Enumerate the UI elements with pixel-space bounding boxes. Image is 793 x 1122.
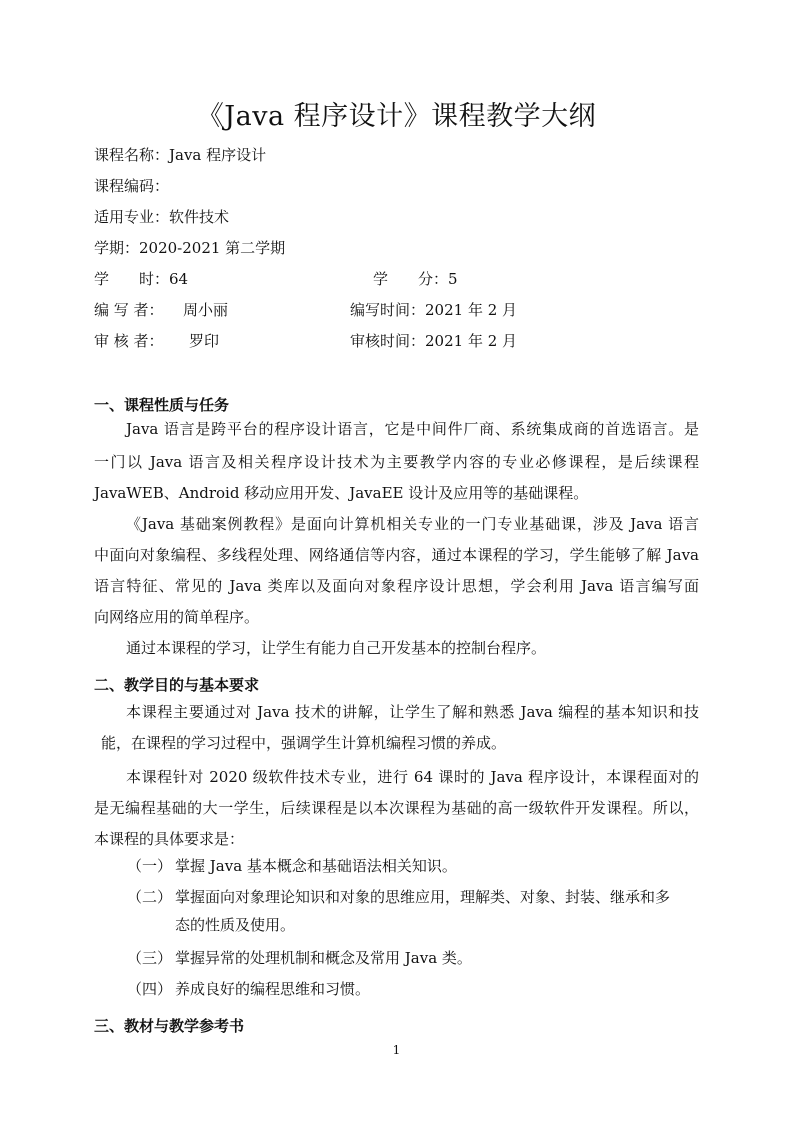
s1-p2-line4: 向网络应用的简单程序。 <box>94 608 260 626</box>
s2-p2-line3: 本课程的具体要求是： <box>94 830 245 848</box>
meta-write-time: 编写时间：2021 年 2 月 <box>350 301 518 319</box>
s1-p2-line2: 中面向对象编程、多线程处理、网络通信等内容，通过本课程的学习，学生能够了解 Java <box>94 546 699 564</box>
document-title: 《Java 程序设计》课程教学大纲 <box>196 101 597 132</box>
s2-p1-line2: 能，在课程的学习过程中，强调学生计算机编程习惯的养成。 <box>101 734 507 752</box>
s1-p1-line1: Java 语言是跨平台的程序设计语言，它是中间件厂商、系统集成商的首选语言。是 <box>126 420 699 438</box>
meta-review-time: 审核时间：2021 年 2 月 <box>350 332 518 350</box>
meta-course-name: 课程名称：Java 程序设计 <box>94 146 267 164</box>
meta-reviewer: 罗印 <box>189 332 220 350</box>
meta-major: 适用专业：软件技术 <box>94 208 230 226</box>
s2-p1-line1: 本课程主要通过对 Java 技术的讲解，让学生了解和熟悉 Java 编程的基本知识和技 <box>126 703 699 721</box>
s1-p2-line3: 语言特征、常见的 Java 类库以及面向对象程序设计思想，学会利用 Java 语言编写面 <box>94 577 699 595</box>
meta-author: 周小丽 <box>183 301 229 319</box>
meta-author-label: 编 写 者： <box>94 301 164 319</box>
list-item-number: （一） <box>127 857 173 875</box>
s1-p1-line2: 一门以 Java 语言及相关程序设计技术为主要教学内容的专业必修课程，是后续课程 <box>94 453 699 471</box>
list-item-text: 掌握异常的处理机制和概念及常用 Java 类。 <box>175 949 472 967</box>
list-item <box>127 887 670 907</box>
list-item-number: （二） <box>127 888 173 906</box>
list-item-text: 掌握 Java 基本概念和基础语法相关知识。 <box>175 857 457 875</box>
meta-hours: 学 时：64 <box>94 270 189 288</box>
s1-p3: 通过本课程的学习，让学生有能力自己开发基本的控制台程序。 <box>126 639 547 657</box>
section-heading-2: 二、教学目的与基本要求 <box>94 676 260 694</box>
list-item-continuation: 态的性质及使用。 <box>175 916 296 934</box>
meta-term: 学期：2020-2021 第二学期 <box>94 239 286 257</box>
s1-p2-line1: 《Java 基础案例教程》是面向计算机相关专业的一门专业基础课，涉及 Java 语言 <box>126 515 699 533</box>
list-item-number: （四） <box>127 980 173 998</box>
s1-p1-line3: JavaWEB、Android 移动应用开发、JavaEE 设计及应用等的基础课程。 <box>94 484 589 502</box>
list-item-number: （三） <box>127 949 173 967</box>
s2-p2-line2: 是无编程基础的大一学生，后续课程是以本次课程为基础的高一级软件开发课程。所以， <box>94 799 699 817</box>
meta-reviewer-label: 审 核 者： <box>94 332 164 350</box>
list-item <box>127 948 472 968</box>
meta-credits: 学 分：5 <box>373 270 458 288</box>
section-heading-1: 一、课程性质与任务 <box>94 396 230 414</box>
list-item-text: 养成良好的编程思维和习惯。 <box>175 980 371 998</box>
s2-p2-line1: 本课程针对 2020 级软件技术专业，进行 64 课时的 Java 程序设计，本课程面对的 <box>126 768 699 786</box>
page-number: 1 <box>392 1043 401 1057</box>
list-item <box>127 979 370 999</box>
meta-course-code: 课程编码： <box>94 177 170 195</box>
list-item-text: 掌握面向对象理论知识和对象的思维应用，理解类、对象、封装、继承和多 <box>175 888 671 906</box>
list-item <box>127 856 457 876</box>
section-heading-3: 三、教材与教学参考书 <box>94 1017 245 1035</box>
